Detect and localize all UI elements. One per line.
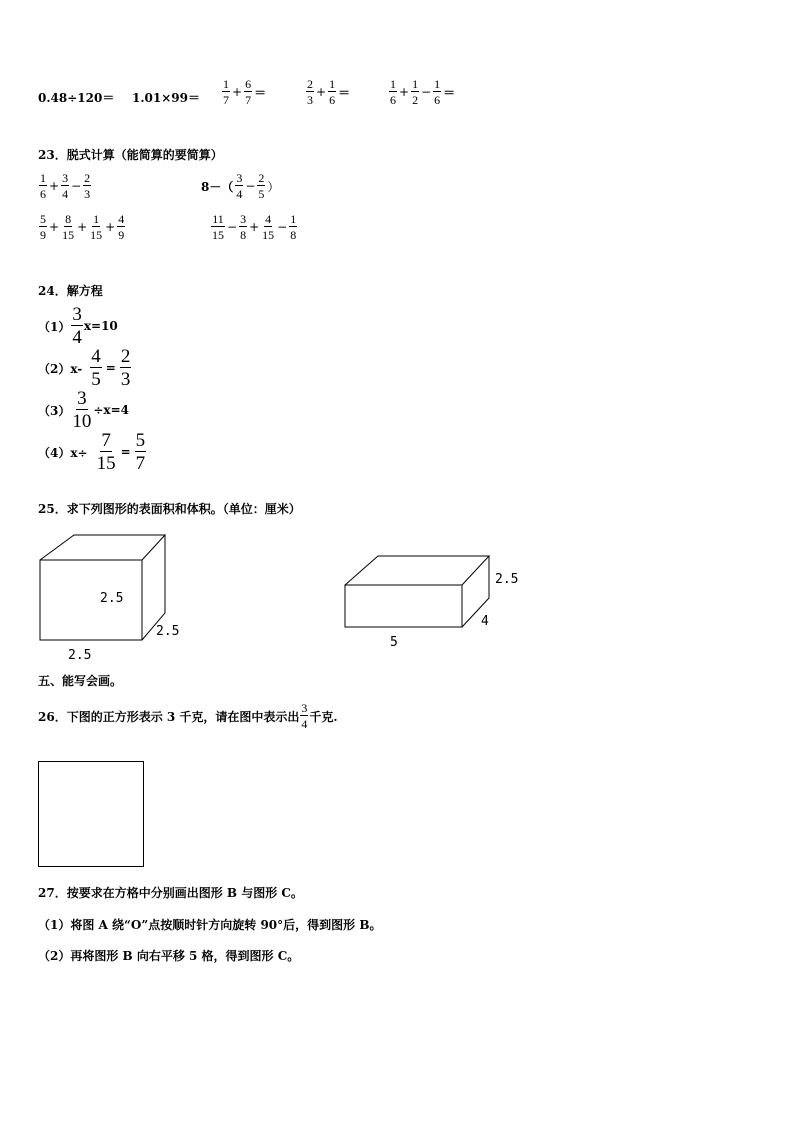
q25-title: 25．求下列图形的表面积和体积。（单位：厘米）	[38, 502, 301, 516]
q26-text: 26．下图的正方形表示 3 千克，请在图中表示出 $\frac{3}{4}$ 千克.	[38, 701, 338, 731]
fraction: $\frac{3}{4}$	[62, 171, 69, 201]
q23-expr-1: $\frac{1}{6}$ + $\frac{3}{4}$ − $\frac{2}{3}$	[40, 171, 91, 201]
q24-eq-4: （4）x÷ $\frac{7}{15}$ = $\frac{5}{7}$	[38, 430, 146, 474]
cuboid-top-face	[345, 556, 489, 585]
fraction: $\frac{1}{6}$	[329, 77, 336, 107]
q23-expr-3: $\frac{5}{9}$ + $\frac{8}{15}$ + $\frac{1}{15}$ + $\frac{4}{9}$	[40, 212, 125, 242]
fraction: $\frac{6}{7}$	[245, 77, 252, 107]
q22-expr-3: $\frac{1}{7}$ + $\frac{6}{7}$ ＝	[223, 77, 267, 107]
cuboid-length-label: 5	[390, 635, 398, 650]
fraction: $\frac{2}{3}$	[84, 171, 91, 201]
fraction: $\frac{4}{5}$	[91, 346, 101, 390]
q23-title: 23．脱式计算（能简算的要简算）	[38, 148, 223, 162]
q24-eq-3: （3） $\frac{3}{10}$ ÷x=4	[38, 388, 129, 432]
fraction: $\frac{1}{8}$	[290, 212, 297, 242]
fraction: $\frac{1}{6}$	[434, 77, 441, 107]
cuboid-height-label: 2.5	[495, 572, 519, 587]
fraction: $\frac{1}{6}$	[40, 171, 46, 201]
fraction: $\frac{2}{3}$	[120, 346, 131, 390]
fraction: $\frac{11}{15}$	[212, 212, 224, 242]
cuboid-depth-label: 4	[481, 614, 489, 629]
fraction: $\frac{2}{5}$	[258, 171, 265, 201]
fraction: $\frac{1}{2}$	[412, 77, 419, 107]
fraction: $\frac{1}{15}$	[90, 212, 103, 242]
cube-front-face	[40, 560, 142, 640]
cube-front-label: 2.5	[100, 591, 124, 606]
fraction: $\frac{4}{9}$	[118, 212, 125, 242]
cuboid-figure	[335, 548, 535, 658]
cube-bottom-label: 2.5	[68, 648, 92, 663]
q24-eq-2: （2）x- $\frac{4}{5}$ = $\frac{2}{3}$	[38, 346, 131, 390]
q23-expr-4: $\frac{11}{15}$ − $\frac{3}{8}$ + $\frac{4}{15}$ − $\frac{1}{8}$	[212, 212, 297, 242]
q22-expr-1: 0.48÷120＝	[38, 91, 115, 105]
fraction: $\frac{5}{7}$	[135, 430, 146, 474]
fraction: $\frac{3}{8}$	[240, 212, 247, 242]
fraction: $\frac{1}{7}$	[223, 77, 229, 107]
cube-side-label: 2.5	[156, 624, 180, 639]
fraction: $\frac{1}{6}$	[390, 77, 396, 107]
fraction: $\frac{7}{15}$	[96, 430, 116, 474]
cube-top-face	[40, 535, 165, 560]
fraction: $\frac{2}{3}$	[307, 77, 313, 107]
q24-eq-1: （1） $\frac{3}{4}$ x=10	[38, 304, 118, 348]
q22-expr-5: $\frac{1}{6}$ + $\frac{1}{2}$ − $\frac{1}{6}$ ＝	[390, 77, 456, 107]
q24-title: 24．解方程	[38, 284, 103, 298]
fraction: $\frac{5}{9}$	[40, 212, 46, 242]
q27-step-2: （2）再将图形 B 向右平移 5 格，得到图形 C。	[38, 949, 300, 963]
fraction: $\frac{3}{10}$	[72, 388, 92, 432]
fraction: $\frac{4}{15}$	[262, 212, 275, 242]
fraction: $\frac{3}{4}$	[72, 304, 82, 348]
q22-expr-4: $\frac{2}{3}$ + $\frac{1}{6}$ ＝	[307, 77, 351, 107]
section5-title: 五、能写会画。	[38, 674, 123, 688]
q27-title: 27．按要求在方格中分别画出图形 B 与图形 C。	[38, 886, 303, 900]
q22-expr-2: 1.01×99＝	[132, 91, 200, 105]
q23-expr-2: 8－（ $\frac{3}{4}$ − $\frac{2}{5}$ ）	[201, 171, 280, 201]
q26-square[interactable]	[38, 761, 144, 867]
fraction: $\frac{3}{4}$	[236, 171, 243, 201]
cube-figure	[30, 528, 200, 668]
fraction: $\frac{8}{15}$	[62, 212, 75, 242]
q27-step-1: （1）将图 A 绕“O”点按顺时针方向旋转 90°后，得到图形 B。	[38, 918, 382, 932]
cuboid-front-face	[345, 585, 462, 627]
fraction: $\frac{3}{4}$	[301, 701, 308, 731]
